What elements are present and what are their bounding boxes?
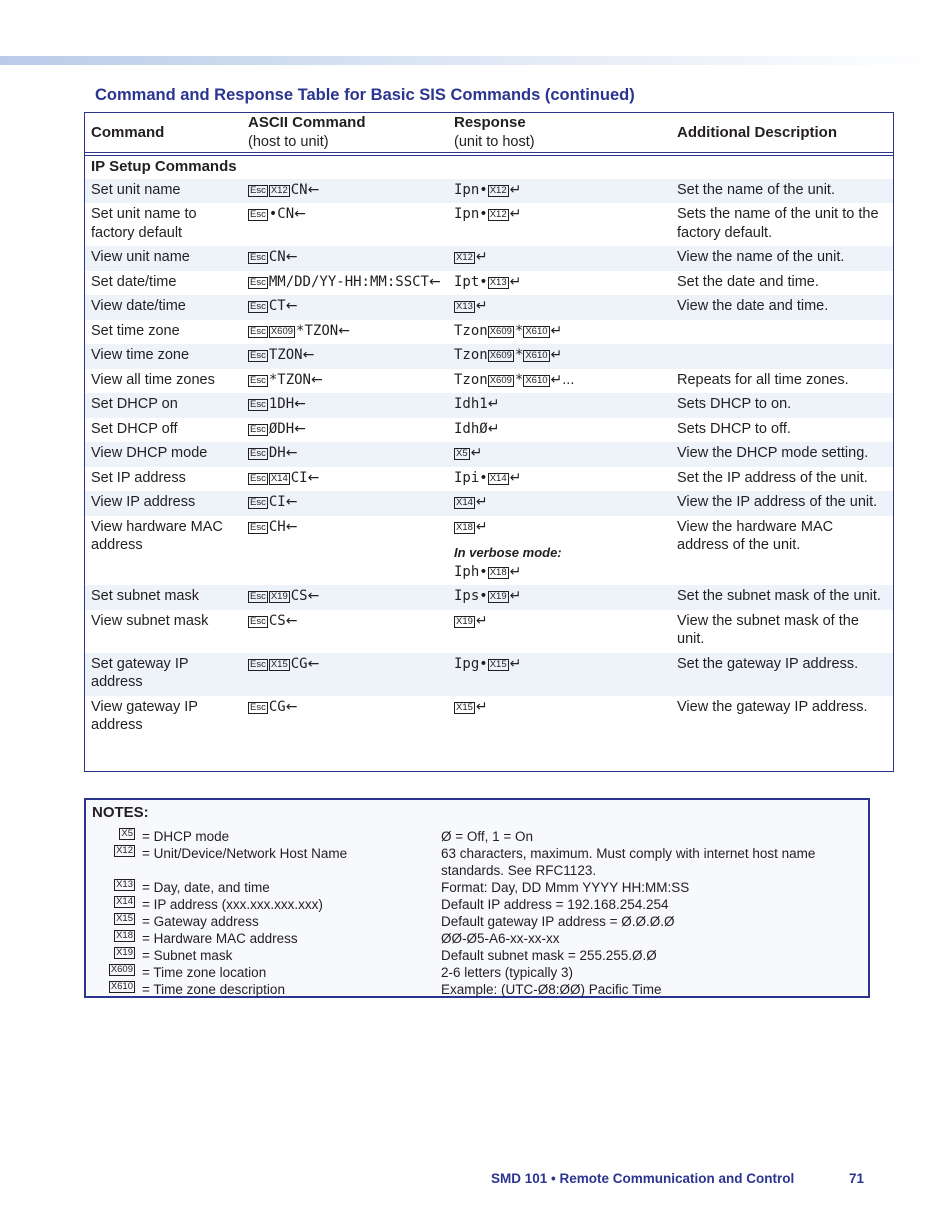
note-label: = Time zone description [142,982,285,997]
variable-key: X609 [270,325,294,337]
command-cell: Set time zone [91,322,180,339]
enter-arrow-icon: ← [294,396,306,412]
command-text: *TZON [268,371,311,388]
variable-key: X610 [525,325,548,337]
variable-key: X13 [456,301,473,312]
enter-arrow-icon: ← [429,273,441,290]
variable-key: X609 [489,374,512,386]
header-ascii-sub: (host to unit) [248,134,329,150]
response-cell [448,653,671,696]
note-value: Default IP address = 192.168.254.254 [441,897,669,912]
command-text: Tzon [454,371,488,388]
variable-key: Esc [250,448,266,459]
variable-key: Esc [250,497,266,508]
command-text: Iph• [454,563,488,580]
header-ascii-title: ASCII Command [248,114,366,131]
enter-arrow-icon: ← [302,347,315,363]
command-text: Ipn• [454,181,488,198]
response-cell [448,369,671,394]
table-row [85,203,893,246]
note-label: = IP address (xxx.xxx.xxx.xxx) [142,897,323,912]
command-text: 1DH [268,396,295,412]
enter-arrow-icon: ← [285,445,298,461]
variable-key: Esc [250,276,266,288]
note-variable-key: X19 [116,947,133,958]
description-cell [671,320,893,345]
return-arrow-icon: ↵ [509,655,522,672]
command-text: Ips• [454,588,488,604]
note-value: Format: Day, DD Mmm YYYY HH:MM:SS [441,880,690,895]
ascii-command-cell [242,369,448,394]
enter-arrow-icon: ← [285,298,298,314]
command-cell: Set DHCP on [85,393,242,418]
enter-arrow-icon: ← [285,494,298,510]
note-label: = DHCP mode [142,829,230,844]
section-row [85,154,893,179]
command-text: Tzon [454,347,488,363]
response-cell [448,320,671,345]
command-text: Ipt• [454,273,488,290]
variable-key: X18 [489,566,507,578]
variable-key: Esc [250,184,266,196]
command-text: CI [268,494,286,510]
ascii-command-cell [242,393,448,418]
command-cell: View time zone [85,344,242,369]
note-variable-key: X610 [110,981,133,992]
command-text: CS [268,612,286,629]
verbose-mode-label: In verbose mode: [454,545,562,560]
command-text: Idh1 [454,396,488,412]
variable-key: X14 [489,472,507,484]
command-text: CG [290,655,308,672]
response-cell [448,295,671,320]
table-row [85,393,893,418]
ascii-command-cell [242,344,448,369]
enter-arrow-icon: ← [294,420,306,437]
return-arrow-icon: ↵ [475,298,488,314]
description-cell: Set the gateway IP address. [671,653,893,696]
command-cell: View IP address [85,491,242,516]
command-cell: Set subnet mask [85,585,242,610]
description-cell: Set the IP address of the unit. [677,469,868,486]
enter-arrow-icon: ← [285,698,298,715]
enter-arrow-icon: ← [307,181,320,198]
return-arrow-icon: ↵ [550,347,563,363]
header-response-title: Response [454,114,526,131]
ascii-command-cell [242,271,448,296]
command-cell: View subnet mask [91,612,209,629]
ascii-command-cell [242,491,448,516]
note-value: Default subnet mask = 255.255.Ø.Ø [441,948,657,963]
response-cell [448,516,671,586]
response-cell [448,696,671,739]
response-cell [448,203,671,246]
command-cell: Set date/time [91,273,177,290]
table-header-row [85,113,893,154]
variable-key: X19 [270,591,288,602]
note-variable-key: X15 [116,913,133,924]
command-text: CN [268,249,286,265]
ellipsis-text: ... [562,371,575,388]
description-cell: View the DHCP mode setting. [671,442,893,467]
variable-key: X15 [489,658,507,670]
note-value: 2-6 letters (typically 3) [441,965,574,980]
command-text: MM/DD/YY-HH:MM:SSCT [268,273,429,290]
table-row [85,344,893,369]
ascii-command-cell [242,295,448,320]
variable-key: X18 [456,521,473,533]
variable-key: X610 [525,350,548,361]
ascii-command-cell [242,179,448,204]
table-row [85,295,893,320]
response-cell [448,344,671,369]
header-command: Command [85,113,242,154]
command-text: CT [268,298,286,314]
header-response [448,113,671,154]
ascii-command-cell [242,516,448,586]
response-cell [448,418,671,443]
ascii-command-cell [242,442,448,467]
variable-key: Esc [250,591,266,602]
variable-key: Esc [250,374,266,386]
variable-key: X12 [489,184,507,196]
return-arrow-icon: ↵ [550,371,563,388]
return-arrow-icon: ↵ [475,494,488,510]
sis-command-table [85,113,893,739]
command-text: TZON [268,347,303,363]
command-text: * [514,371,524,388]
variable-key: X12 [270,184,288,196]
command-text: CS [290,588,308,604]
note-value: Example: (UTC-Ø8:ØØ) Pacific Time [441,982,662,997]
command-cell: View all time zones [91,371,215,388]
variable-key: X14 [456,497,473,508]
note-value: ØØ-Ø5-A6-xx-xx-xx [441,931,560,946]
variable-key: Esc [250,423,266,435]
notes-title: NOTES: [92,804,149,821]
variable-key: X5 [456,448,468,459]
table-row [85,467,893,492]
variable-key: X12 [489,209,507,220]
variable-key: X610 [525,374,548,386]
variable-key: X15 [270,658,288,670]
command-text: CH [268,518,286,535]
variable-key: Esc [250,252,266,263]
command-text: DH [268,445,286,461]
variable-key: X12 [456,252,473,263]
variable-key: Esc [250,701,266,713]
header-response-sub: (unit to host) [454,134,535,150]
enter-arrow-icon: ← [285,518,298,535]
ascii-command-cell [242,246,448,271]
table-body [85,154,893,739]
return-arrow-icon: ↵ [509,181,522,198]
return-arrow-icon: ↵ [475,698,488,715]
command-text: CN [290,181,308,198]
table-row [85,696,893,739]
header-gradient-bar [0,56,950,65]
table-row [85,491,893,516]
header-ascii [242,113,448,154]
command-text: ØDH [268,420,295,437]
page-title: Command and Response Table for Basic SIS Commands (continued) [95,86,635,104]
note-variable-key: X5 [121,828,133,839]
response-cell [448,442,671,467]
command-text: IdhØ [454,420,488,437]
description-cell: View the gateway IP address. [677,698,868,715]
description-cell: View the name of the unit. [671,246,893,271]
enter-arrow-icon: ← [294,206,306,222]
return-arrow-icon: ↵ [509,563,522,580]
command-text: Tzon [454,322,488,339]
response-cell [448,393,671,418]
return-arrow-icon: ↵ [509,273,522,290]
variable-key: X19 [456,615,473,627]
ascii-command-cell [242,203,448,246]
table-row [85,516,893,586]
table-row [85,179,893,204]
variable-key: X609 [489,350,512,361]
response-cell [448,271,671,296]
command-cell: View hardware MAC address [91,518,223,553]
note-value: Default gateway IP address = Ø.Ø.Ø.Ø [441,914,675,929]
note-label: = Time zone location [142,965,267,980]
description-cell: Set the date and time. [677,273,819,290]
return-arrow-icon: ↵ [509,469,522,486]
enter-arrow-icon: ← [307,588,320,604]
variable-key: Esc [250,301,266,312]
return-arrow-icon: ↵ [475,249,488,265]
enter-arrow-icon: ← [285,612,298,629]
notes-box [84,798,870,998]
command-text: CI [290,469,308,486]
response-cell [448,610,671,653]
note-variable-key: X13 [116,879,133,890]
page-number: 71 [849,1171,865,1186]
note-label: = Unit/Device/Network Host Name [142,846,348,861]
note-label: = Day, date, and time [142,880,270,895]
description-cell: View the hardware MAC address of the unit. [677,518,834,553]
variable-key: Esc [250,325,266,337]
table-row [85,246,893,271]
table-row [85,610,893,653]
command-cell: View gateway IP address [91,698,198,733]
note-label: = Subnet mask [142,948,233,963]
ascii-command-cell [242,696,448,739]
variable-key: Esc [250,209,266,220]
table-row [85,320,893,345]
return-arrow-icon: ↵ [487,420,500,437]
command-cell: Set unit name to factory default [91,206,197,241]
command-cell: Set IP address [91,469,186,486]
command-cell: Set DHCP off [91,420,178,437]
table-row [85,585,893,610]
command-text: Ipn• [454,206,488,222]
response-cell [448,491,671,516]
footer-text: SMD 101 • Remote Communication and Control [491,1171,795,1186]
description-cell: Set the name of the unit. [671,179,893,204]
variable-key: X19 [489,591,507,602]
note-value: 63 characters, maximum. Must comply with internet host name standards. See RFC1123. [441,846,816,878]
ascii-command-cell [242,610,448,653]
enter-arrow-icon: ← [285,249,298,265]
variable-key: X14 [270,472,288,484]
enter-arrow-icon: ← [338,322,350,339]
variable-key: Esc [250,521,266,533]
command-cell: View DHCP mode [85,442,242,467]
note-value: Ø = Off, 1 = On [441,829,534,844]
table-row [85,442,893,467]
description-cell: View the subnet mask of the unit. [677,612,859,647]
command-table [84,112,894,772]
note-label: = Hardware MAC address [142,931,298,946]
header-description: Additional Description [671,113,893,154]
return-arrow-icon: ↵ [475,518,488,535]
command-text: * [514,322,524,339]
command-text: *TZON [296,322,339,339]
command-text: * [514,347,524,363]
command-text: Ipi• [454,469,488,486]
description-cell: Sets the name of the unit to the factory default. [677,206,879,241]
return-arrow-icon: ↵ [475,612,488,629]
response-cell [448,179,671,204]
return-arrow-icon: ↵ [487,396,500,412]
description-cell: Repeats for all time zones. [677,371,849,388]
note-variable-key: X12 [116,845,133,856]
description-cell: Sets DHCP to off. [677,420,791,437]
variable-key: Esc [250,350,266,361]
variable-key: X13 [489,276,507,288]
response-cell [448,246,671,271]
description-cell: Sets DHCP to on. [671,393,893,418]
enter-arrow-icon: ← [311,371,323,388]
return-arrow-icon: ↵ [509,588,522,604]
ascii-command-cell [242,320,448,345]
variable-key: Esc [250,658,266,670]
return-arrow-icon: ↵ [509,206,522,222]
table-row [85,418,893,443]
response-cell [448,585,671,610]
command-cell: View unit name [85,246,242,271]
ascii-command-cell [242,467,448,492]
table-row [85,271,893,296]
enter-arrow-icon: ← [307,655,320,672]
table-row [85,369,893,394]
note-variable-key: X18 [116,930,133,941]
description-cell [671,344,893,369]
variable-key: X15 [456,701,473,713]
variable-key: Esc [250,615,266,627]
section-title: IP Setup Commands [91,158,237,175]
enter-arrow-icon: ← [307,469,320,486]
description-cell: View the date and time. [671,295,893,320]
note-variable-key: X609 [110,964,133,975]
ascii-command-cell [242,418,448,443]
command-cell: View date/time [85,295,242,320]
variable-key: Esc [250,472,266,484]
variable-key: Esc [250,399,266,410]
table-row [85,653,893,696]
command-text: Ipg• [454,655,488,672]
return-arrow-icon: ↵ [550,322,563,339]
ascii-command-cell [242,653,448,696]
command-cell: Set gateway IP address [85,653,242,696]
response-cell [448,467,671,492]
ascii-command-cell [242,585,448,610]
description-cell: View the IP address of the unit. [671,491,893,516]
description-cell: Set the subnet mask of the unit. [671,585,893,610]
command-text: •CN [268,206,295,222]
note-label: = Gateway address [142,914,259,929]
variable-key: X609 [489,325,512,337]
command-cell: Set unit name [85,179,242,204]
command-text: CG [268,698,286,715]
note-variable-key: X14 [116,896,133,907]
return-arrow-icon: ↵ [470,445,483,461]
